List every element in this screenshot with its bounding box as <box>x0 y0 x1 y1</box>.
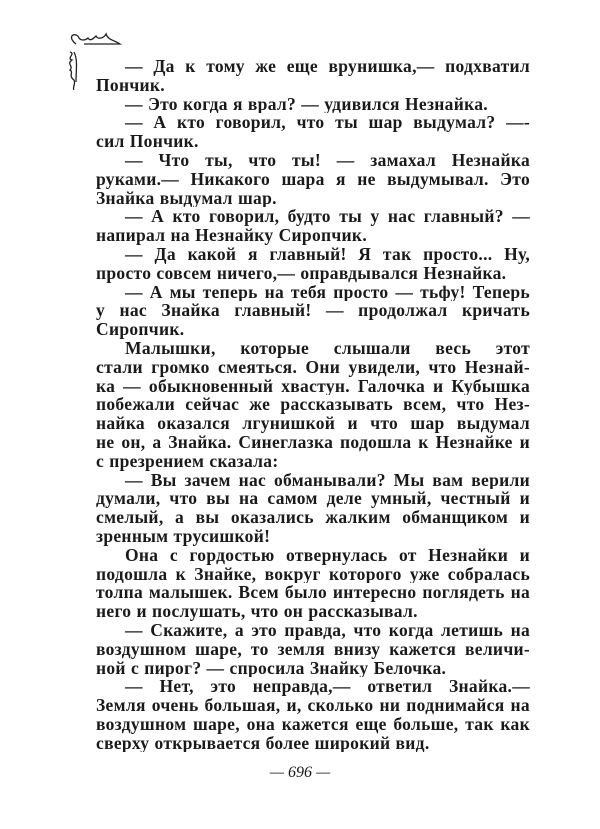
page-number: — 696 — <box>269 764 331 781</box>
text-line: Знайка выдумал шар. <box>96 188 277 208</box>
text-line: — Да к тому же еще врунишка,— подхватил <box>125 57 530 76</box>
text-line: Земля очень большая, и, сколько ни поднимайся на <box>96 696 530 715</box>
text-line: зренным трусишкой! <box>96 526 271 546</box>
text-line: с презрением сказала: <box>96 451 279 471</box>
text-line: воздушном шаре, то земля внизу кажется величи- <box>96 639 530 659</box>
text-line: напирал на Незнайку Сиропчик. <box>96 226 367 245</box>
text-line: Сиропчик. <box>96 320 185 339</box>
text-line: у нас Знайка главный! — продолжал кричать <box>96 301 530 321</box>
text-line: — А мы теперь на тебя просто — тьфу! Теперь <box>125 282 530 302</box>
text-line: не он, а Знайка. Синеглазка подошла к Незнайке и <box>96 432 530 452</box>
text-line: — Скажите, а это правда, что когда летишь на <box>125 620 530 640</box>
text-line: подошла к Знайке, вокруг которого уже собралась <box>96 564 530 584</box>
text-line: сил Пончик. <box>96 132 199 151</box>
book-page-text <box>96 57 530 752</box>
text-line: руками.— Никакого шара я не выдумывал. Это <box>96 169 530 189</box>
text-line: воздушном шаре, она кажется еще больше, так как <box>96 714 530 734</box>
text-line: Малышки, которые слышали весь этот <box>125 338 530 358</box>
text-line: — Да какой я главный! Я так просто... Ну, <box>125 244 530 264</box>
text-line: — Что ты, что ты! — замахал Незнайка <box>125 150 530 170</box>
text-line: толпа малышек. Всем было интересно поглядеть на <box>96 583 530 603</box>
text-line: ной с пирог? — спросила Знайку Белочка. <box>96 658 447 678</box>
text-line: сверху открывается более широкий вид. <box>96 733 430 753</box>
text-line: него и послушать, что он рассказывал. <box>96 602 418 621</box>
text-line: найка оказался лгунишкой и что шар выдумал <box>96 414 530 433</box>
text-line: ка — обыкновенный хвастун. Галочка и Кубышка <box>96 376 530 396</box>
text-line: — Нет, это неправда,— ответил Знайка.— <box>125 677 530 697</box>
text-line: думали, что вы на самом деле умный, честный и <box>96 489 530 509</box>
text-line: Она с гордостью отвернулась от Незнайки и <box>125 545 530 565</box>
text-line: стали громко смеяться. Они увидели, что Незнай- <box>96 357 530 377</box>
text-line: побежали сейчас же рассказывать всем, что Нез- <box>96 395 530 415</box>
text-line: Пончик. <box>96 75 165 95</box>
text-line: — А кто говорил, будто ты у нас главный? — <box>125 207 530 227</box>
text-line: — Вы зачем нас обманывали? Мы вам верили <box>125 470 530 490</box>
text-line: просто совсем ничего,— оправдывался Незнайка. <box>96 263 507 283</box>
text-line: — Это когда я врал? — удивился Незнайка. <box>125 94 488 114</box>
text-line: — А кто говорил, что ты шар выдумал? —- <box>125 113 530 133</box>
text-line: смелый, а вы оказались жалким обманщиком и <box>96 508 530 527</box>
